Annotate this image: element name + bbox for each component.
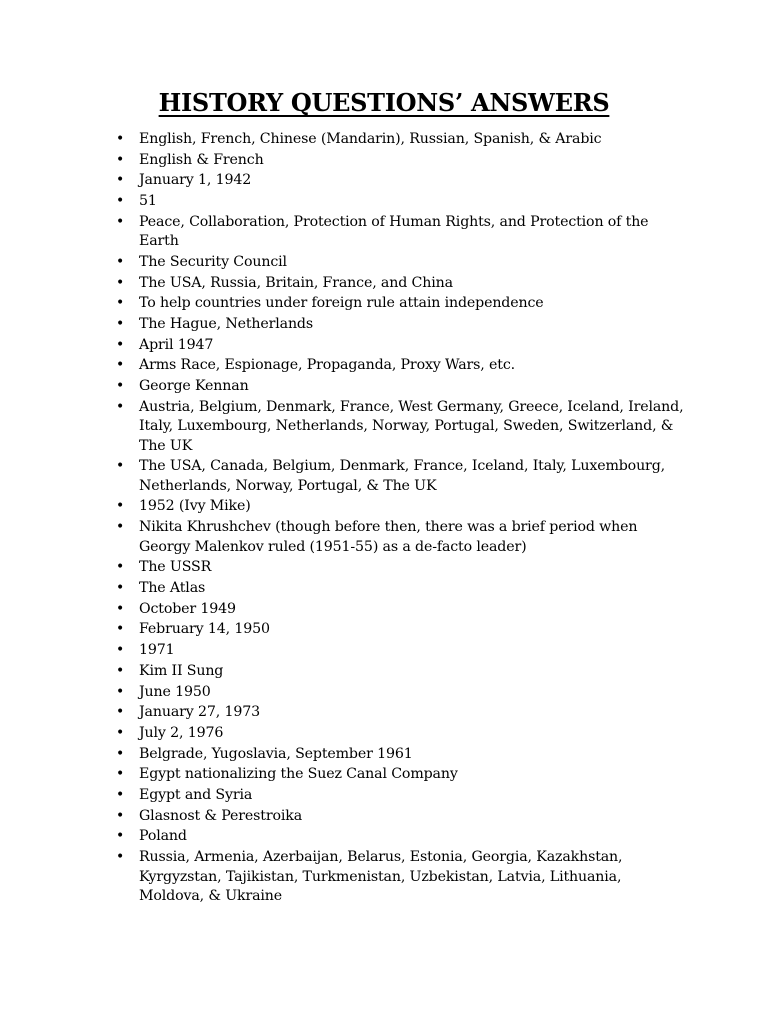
- answer-item: • Nikita Khrushchev (though before then, there was a brief period when Georgy Malenkov ruled (1951-55) as a de-facto leader): [114, 518, 686, 558]
- answer-item: • July 2, 1976: [114, 724, 686, 745]
- answer-item: • The Hague, Netherlands: [114, 315, 686, 336]
- answer-item: • January 1, 1942: [114, 171, 686, 192]
- answer-item: • Belgrade, Yugoslavia, September 1961: [114, 745, 686, 766]
- answer-item: • Egypt nationalizing the Suez Canal Company: [114, 765, 686, 786]
- answer-item: • October 1949: [114, 600, 686, 621]
- answer-item: • January 27, 1973: [114, 703, 686, 724]
- answer-item: • Egypt and Syria: [114, 786, 686, 807]
- answer-item: • Austria, Belgium, Denmark, France, West Germany, Greece, Iceland, Ireland, Italy, Luxembourg, Netherlands, Norway, Portugal, Sweden, Switzerland, & The UK: [114, 398, 686, 458]
- answer-item: • Kim II Sung: [114, 662, 686, 683]
- answer-item: • Russia, Armenia, Azerbaijan, Belarus, Estonia, Georgia, Kazakhstan, Kyrgyzstan, Tajikistan, Turkmenistan, Uzbekistan, Latvia, Lithuania, Moldova, & Ukraine: [114, 848, 686, 908]
- answer-item: • To help countries under foreign rule attain independence: [114, 294, 686, 315]
- answer-item: • Glasnost & Perestroika: [114, 807, 686, 828]
- answer-item: • April 1947: [114, 336, 686, 357]
- answer-item: • English, French, Chinese (Mandarin), Russian, Spanish, & Arabic: [114, 130, 686, 151]
- answer-item: • Peace, Collaboration, Protection of Human Rights, and Protection of the Earth: [114, 213, 686, 253]
- answer-item: • Poland: [114, 827, 686, 848]
- answer-item: • 1971: [114, 641, 686, 662]
- answer-item: • June 1950: [114, 683, 686, 704]
- answer-item: • George Kennan: [114, 377, 686, 398]
- answer-item: • 51: [114, 192, 686, 213]
- answer-item: • The USSR: [114, 558, 686, 579]
- answer-item: • 1952 (Ivy Mike): [114, 497, 686, 518]
- answer-item: • English & French: [114, 151, 686, 172]
- answer-item: • The Atlas: [114, 579, 686, 600]
- document-title: HISTORY QUESTIONS’ ANSWERS: [158, 88, 610, 117]
- answers-list: [114, 130, 686, 908]
- answer-item: • The USA, Russia, Britain, France, and China: [114, 274, 686, 295]
- answer-item: • The Security Council: [114, 253, 686, 274]
- answer-item: • February 14, 1950: [114, 620, 686, 641]
- answer-item: • The USA, Canada, Belgium, Denmark, France, Iceland, Italy, Luxembourg, Netherlands, Norway, Portugal, & The UK: [114, 457, 686, 497]
- answer-item: • Arms Race, Espionage, Propaganda, Proxy Wars, etc.: [114, 356, 686, 377]
